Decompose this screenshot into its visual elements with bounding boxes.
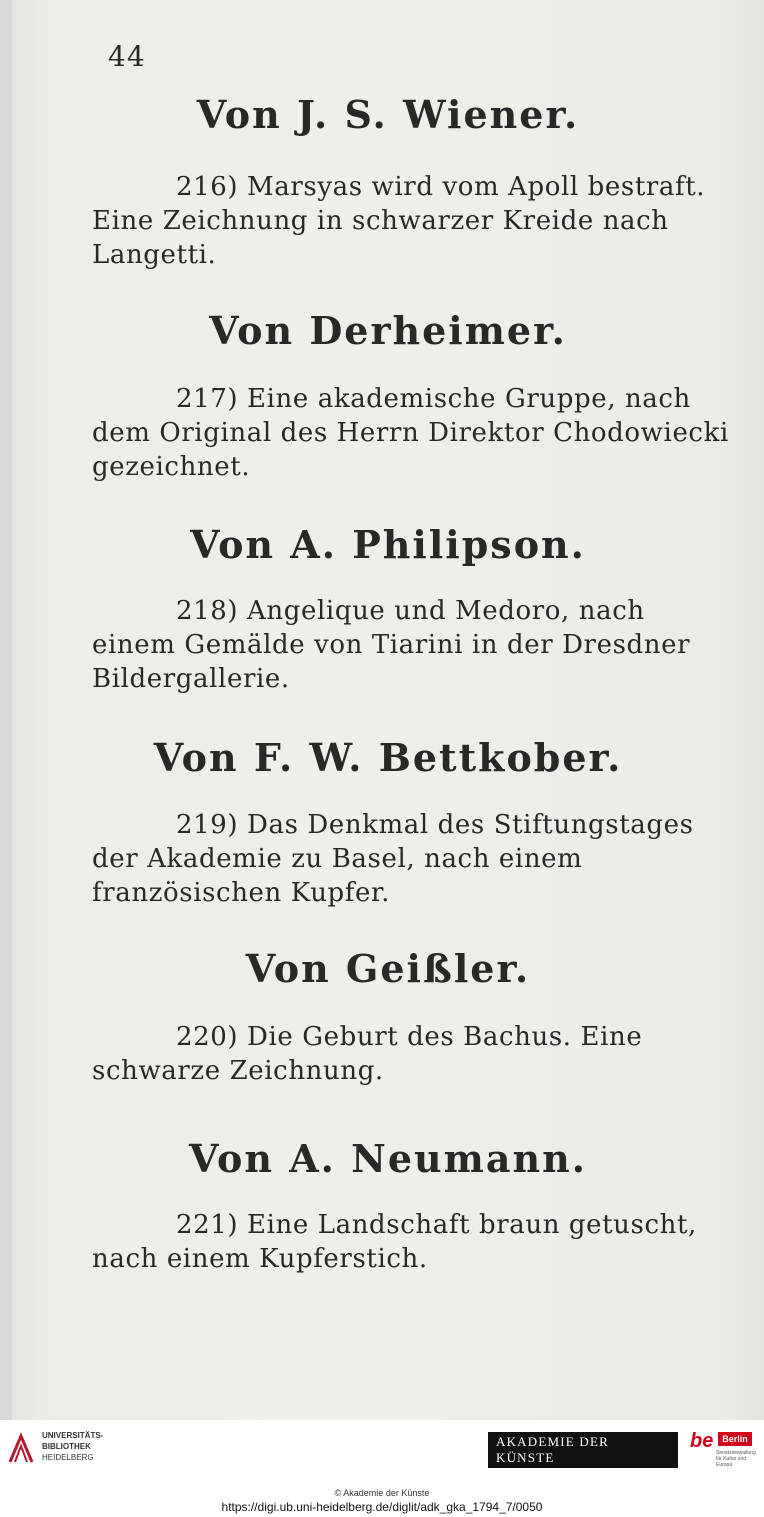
entry-description: Die Geburt des Bachus. Eine schwarze Zeichnung. <box>92 1022 643 1086</box>
entry-heading: Von J. S. Wiener. <box>196 92 580 137</box>
entry-description: Eine Landschaft braun getuscht, nach einem Kupferstich. <box>92 1210 697 1274</box>
entry-heading: Von Derheimer. <box>209 308 567 353</box>
entry-text <box>92 382 732 484</box>
entry-text <box>92 594 732 696</box>
university-library-logo[interactable] <box>8 1428 158 1472</box>
entry-description: Marsyas wird vom Apoll bestraft. Eine Zeichnung in schwarzer Kreide nach Langetti. <box>92 172 706 270</box>
be-berlin-logo[interactable] <box>690 1430 754 1474</box>
permalink-url[interactable]: https://digi.ub.uni-heidelberg.de/diglit/adk_gka_1794_7/0050 <box>221 1500 543 1514</box>
entry-heading: Von A. Neumann. <box>189 1136 587 1181</box>
entry-heading: Von F. W. Bettkober. <box>153 735 623 780</box>
library-name-line: HEIDELBERG <box>42 1453 94 1462</box>
viewer-footer <box>0 1420 764 1517</box>
entry-text <box>92 170 732 272</box>
akademie-label: AKADEMIE DER KÜNSTE <box>487 1430 679 1470</box>
page-number: 44 <box>108 40 146 73</box>
entry-text <box>92 808 732 910</box>
library-name <box>42 1430 103 1463</box>
entry-number: 218) <box>176 596 239 626</box>
entry-number: 220) <box>176 1022 239 1052</box>
entry-number: 219) <box>176 810 239 840</box>
entry-text <box>92 1020 732 1088</box>
entry-heading: Von Geißler. <box>245 946 531 991</box>
book-page <box>12 0 764 1420</box>
entry-number: 216) <box>176 172 239 202</box>
entry-description: Das Denkmal des Stiftungstages der Akademie zu Basel, nach einem französischen Kupfer. <box>92 810 694 908</box>
library-emblem-icon <box>8 1432 34 1466</box>
library-name-line: UNIVERSITÄTS- <box>42 1431 104 1440</box>
akademie-logo[interactable] <box>487 1432 679 1468</box>
be-label: be <box>690 1430 714 1452</box>
entry-number: 217) <box>176 384 239 414</box>
berlin-sublabel: Senatsverwaltung für Kultur und Europa <box>716 1450 756 1468</box>
entry-text <box>92 1208 732 1276</box>
entry-description: Angelique und Medoro, nach einem Gemälde von Tiarini in der Dresdner Bildergallerie. <box>92 596 691 694</box>
entry-heading: Von A. Philipson. <box>190 522 586 567</box>
library-name-line: BIBLIOTHEK <box>42 1442 91 1451</box>
entry-number: 221) <box>176 1210 239 1240</box>
berlin-label: Berlin <box>718 1432 752 1446</box>
entry-description: Eine akademische Gruppe, nach dem Original des Herrn Direktor Chodowiecki gezeichnet. <box>92 384 729 482</box>
copyright-text: © Akademie der Künste <box>334 1488 430 1498</box>
